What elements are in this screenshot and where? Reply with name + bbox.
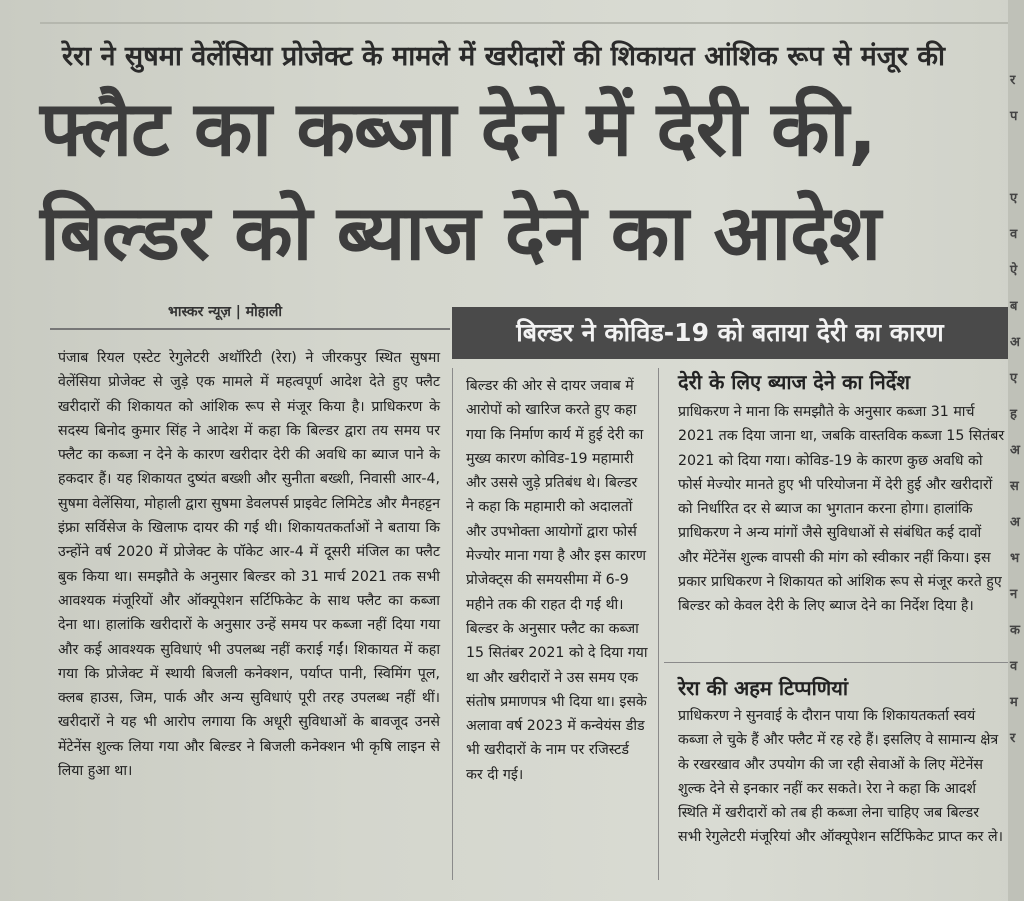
subheading-interest-direction: देरी के लिए ब्याज देने का निर्देश <box>678 370 910 394</box>
column-1-text: पंजाब रियल एस्टेट रेगुलेटरी अथॉरिटी (रेरा) ने जीरकपुर स्थित सुषमा वेलेंसिया प्रोजेक्ट से जुड़े एक मामले में महत्वपूर्ण आदेश देते हुए फ्लैट खरीदारों की शिकायत को आंशिक रूप से मंजूर किया है। प्राधिकरण के सदस्य बिनोद कुमार सिंह ने आदेश में कहा कि बिल्डर द्वारा तय समय पर फ्लैट का कब्जा न देने के कारण खरीदार देरी की अवधि का ब्याज पाने के हकदार हैं। यह शिकायत दुष्यंत बख्शी और सुनीता बख्शी, निवासी आर-4, सुषमा वेलेंसिया, मोहाली द्वारा सुषमा डेवलपर्स प्राइवेट लिमिटेड और मैनहट्टन इंफ्रा सर्विसेज के खिलाफ दायर की गई थी। शिकायतकर्ताओं ने बताया कि उन्होंने वर्ष 2020 में प्रोजेक्ट के पॉकेट आर-4 में दूसरी मंजिल का फ्लैट बुक किया था। समझौते के अनुसार बिल्डर को 31 मार्च 2021 तक सभी आवश्यक मंजूरियों और ऑक्यूपेशन सर्टिफिकेट के साथ फ्लैट का कब्जा देना था। हालांकि खरीदारों के अनुसार उन्हें समय पर कब्जा नहीं दिया गया और कई आवश्यक सुविधाएं भी उपलब्ध नहीं कराई गईं। शिकायत में कहा गया कि प्रोजेक्ट में स्थायी बिजली कनेक्शन, पर्याप्त पानी, स्विमिंग पूल, क्लब हाउस, जिम, पार्क और अन्य सुविधाएं पूरी तरह उपलब्ध नहीं थीं। खरीदारों ने यह भी आरोप लगाया कि अधूरी सुविधाओं के बावजूद उनसे मेंटेनेंस शुल्क लिया गया और बिल्डर ने बिजली कनेक्शन भी कृषि लाइन से लिया हुआ था। <box>58 350 440 780</box>
column-3-lower <box>678 704 1006 850</box>
edge-fragment: न <box>1010 587 1018 602</box>
column-1 <box>58 346 440 783</box>
section-divider <box>664 662 1008 663</box>
subheading-rera-remarks: रेरा की अहम टिप्पणियां <box>678 676 849 700</box>
edge-fragment: ह <box>1010 407 1017 422</box>
byline-divider <box>50 328 450 330</box>
edge-fragment: ए <box>1010 191 1018 206</box>
edge-fragment: र <box>1010 731 1016 746</box>
column-3-text: प्राधिकरण ने माना कि समझौते के अनुसार कब्जा 31 मार्च 2021 तक दिया जाना था, जबकि वास्तविक कब्जा 15 सितंबर 2021 को दिया गया। कोविड-19 के कारण कुछ अवधि को फोर्स मेज्योर मानते हुए भी परियोजना में देरी हुई और खरीदारों को निर्धारित दर से ब्याज का भुगतान करना होगा। हालांकि प्राधिकरण ने अन्य मांगों जैसे सुविधाओं से संबंधित कई दावों और मेंटेनेंस शुल्क वापसी की मांग को स्वीकार नहीं किया। इस प्रकार प्राधिकरण ने शिकायत को आंशिक रूप से मंजूर करते हुए बिल्डर को केवल देरी के लिए ब्याज देने का निर्देश दिया है। <box>678 404 1005 615</box>
byline: भास्कर न्यूज़ | मोहाली <box>168 304 282 320</box>
edge-fragment: र <box>1010 73 1016 88</box>
section-banner: बिल्डर ने कोविड-19 को बताया देरी का कारण <box>452 307 1008 359</box>
edge-fragment: म <box>1010 695 1018 710</box>
edge-fragment: प <box>1010 109 1018 124</box>
edge-fragment: ऐ <box>1010 263 1018 278</box>
column-divider-1 <box>452 368 453 880</box>
edge-fragment: क <box>1010 623 1020 638</box>
column-2 <box>466 374 648 787</box>
edge-fragment: व <box>1010 659 1018 674</box>
edge-fragment: ए <box>1010 371 1018 386</box>
column-2-text: बिल्डर की ओर से दायर जवाब में आरोपों को खारिज करते हुए कहा गया कि निर्माण कार्य में हुई देरी का मुख्य कारण कोविड-19 महामारी और उससे जुड़े प्रतिबंध थे। बिल्डर ने कहा कि महामारी को अदालतों और उपभोक्ता आयोगों द्वारा फोर्स मेज्योर माना गया है और इस कारण प्रोजेक्ट्स की समयसीमा में 6-9 महीने तक की राहत दी गई थी। बिल्डर के अनुसार फ्लैट का कब्जा 15 सितंबर 2021 को दे दिया गया था और खरीदारों ने उस समय एक संतोष प्रमाणपत्र भी दिया था। इसके अलावा वर्ष 2023 में कन्वेयंस डीड भी खरीदारों के नाम पर रजिस्टर्ड कर दी गई। <box>466 378 648 783</box>
edge-fragment: भ <box>1010 551 1020 566</box>
article-kicker: रेरा ने सुषमा वेलेंसिया प्रोजेक्ट के मामले में खरीदारों की शिकायत आंशिक रूप से मंजूर की <box>62 41 946 72</box>
top-divider <box>40 22 1008 24</box>
edge-fragment: व <box>1010 227 1018 242</box>
edge-fragment: अ <box>1010 515 1020 530</box>
column-divider-2 <box>658 368 659 880</box>
edge-fragment: स <box>1010 479 1019 494</box>
column-3 <box>678 400 1006 619</box>
edge-fragment: ब <box>1010 299 1018 314</box>
edge-fragment: अ <box>1010 335 1020 350</box>
headline-line-2: बिल्डर को ब्याज देने का आदेश <box>40 188 881 277</box>
edge-fragment: अ <box>1010 443 1020 458</box>
column-3-lower-text: प्राधिकरण ने सुनवाई के दौरान पाया कि शिकायतकर्ता स्वयं कब्जा ले चुके हैं और फ्लैट में रह रहे हैं। इसलिए वे सामान्य क्षेत्र के रखरखाव और उपयोग की जा रही सेवाओं के लिए मेंटेनेंस शुल्क देने से इनकार नहीं कर सकते। रेरा ने कहा कि आदर्श स्थिति में खरीदारों को तब ही कब्जा लेना चाहिए जब बिल्डर सभी रेगुलेटरी मंजूरियां और ऑक्यूपेशन सर्टिफिकेट प्राप्त कर ले। <box>678 708 1003 846</box>
headline-line-1: फ्लैट का कब्जा देने में देरी की, <box>40 84 877 173</box>
adjacent-article-edge <box>1008 0 1024 901</box>
